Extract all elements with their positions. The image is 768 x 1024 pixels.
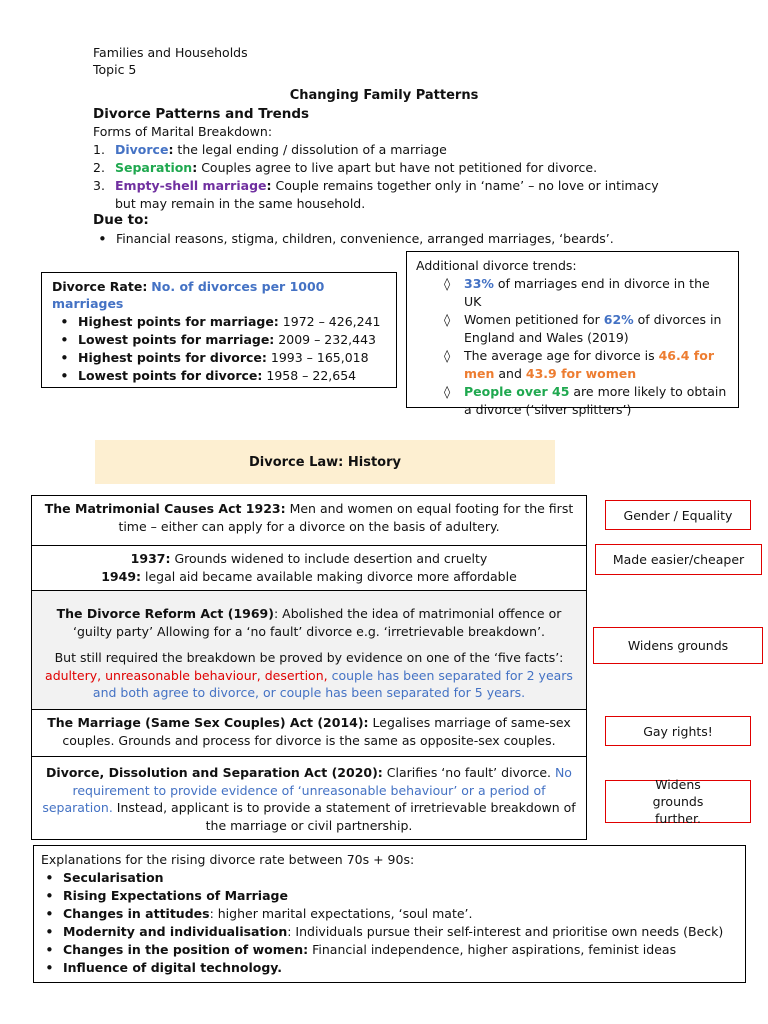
explanations-title: Explanations for the rising divorce rate between 70s + 90s: (41, 852, 415, 867)
rate-item: • Highest points for divorce: 1993 – 165,018 (52, 349, 396, 367)
divorce-rate-heading: Divorce Rate: No. of divorces per 1000 marriages (52, 279, 325, 311)
section-heading: Divorce Patterns and Trends (93, 106, 310, 122)
explanation-item: • Rising Expectations of Marriage (37, 887, 745, 905)
due-to-list (90, 230, 690, 248)
tag-widens-grounds-further: Widens grounds further. (605, 780, 751, 823)
trends-list (416, 275, 730, 419)
course-label: Families and Households (93, 45, 248, 60)
forms-label: Forms of Marital Breakdown: (93, 124, 273, 139)
tag-widens-grounds: Widens grounds (593, 627, 763, 664)
tag-gay-rights: Gay rights! (605, 716, 751, 746)
form-item: 3. Empty-shell marriage: Couple remains together only in ‘name’ – no love or intimacy but may remain in the same household. (93, 178, 659, 211)
explanation-item: • Changes in the position of women: Financial independence, higher aspirations, feminist ideas (37, 941, 745, 959)
law-1937-1949: 1937: Grounds widened to include desertion and cruelty 1949: legal aid became available making divorce more affordable (31, 545, 587, 591)
rate-item: • Lowest points for divorce: 1958 – 22,654 (52, 367, 396, 385)
tag-easier-cheaper: Made easier/cheaper (595, 544, 762, 575)
law-1969: The Divorce Reform Act (1969): Abolished the idea of matrimonial offence or ‘guilty party’ Allowing for a ‘no fault’ divorce e.g. ‘irretrievable breakdown’. But still required the breakdown be proved by evidence on one of the ‘five facts’: adultery, unreasonable behaviour, desertion, couple has been separated for 2 years and both agree to divorce, or couple has been separated for 5 years. (31, 590, 587, 710)
explanations-list (37, 869, 745, 977)
divorce-rate-list (52, 313, 396, 385)
additional-trends-box (406, 251, 739, 417)
divorce-rate-box (41, 272, 397, 388)
explanation-item: • Changes in attitudes: higher marital expectations, ‘soul mate’. (37, 905, 745, 923)
rate-item: • Highest points for marriage: 1972 – 426,241 (52, 313, 396, 331)
trend-item: ◊ Women petitioned for 62% of divorces in England and Wales (2019) (442, 311, 730, 347)
tag-gender-equality: Gender / Equality (605, 500, 751, 530)
trend-item: ◊ 33% of marriages end in divorce in the UK (442, 275, 730, 311)
explanation-item: • Secularisation (37, 869, 745, 887)
trend-item: ◊ The average age for divorce is 46.4 for men and 43.9 for women (442, 347, 730, 383)
law-1923: The Matrimonial Causes Act 1923: Men and women on equal footing for the first time – either can apply for a divorce on the basis of adultery. (31, 495, 587, 546)
due-to-label: Due to: (93, 212, 149, 228)
due-to-item: • Financial reasons, stigma, children, convenience, arranged marriages, ‘beards’. (90, 230, 690, 248)
divorce-law-banner: Divorce Law: History (95, 440, 555, 484)
rate-item: • Lowest points for marriage: 2009 – 232,443 (52, 331, 396, 349)
document-header (93, 44, 248, 78)
page-title: Changing Family Patterns (289, 88, 479, 103)
explanation-item: • Influence of digital technology. (37, 959, 745, 977)
explanations-box (33, 845, 746, 983)
forms-list (93, 141, 693, 213)
trends-title: Additional divorce trends: (416, 258, 577, 273)
law-2020: Divorce, Dissolution and Separation Act (2020): Clarifies ‘no fault’ divorce. No requirement to provide evidence of ‘unreasonable behaviour’ or a period of separation. Instead, applicant is to provide a statement of irretrievable breakdown of the marriage or civil partnership. (31, 756, 587, 840)
law-2014: The Marriage (Same Sex Couples) Act (2014): Legalises marriage of same-sex couples. Grounds and process for divorce is the same as opposite-sex couples. (31, 709, 587, 757)
topic-label: Topic 5 (93, 62, 137, 77)
explanation-item: • Modernity and individualisation: Individuals pursue their self-interest and prioritise own needs (Beck) (37, 923, 745, 941)
form-item: 2. Separation: Couples agree to live apart but have not petitioned for divorce. (93, 160, 598, 175)
trend-item: ◊ People over 45 are more likely to obtain a divorce (‘silver splitters’) (442, 383, 730, 419)
form-item: 1. Divorce: the legal ending / dissolution of a marriage (93, 142, 447, 157)
